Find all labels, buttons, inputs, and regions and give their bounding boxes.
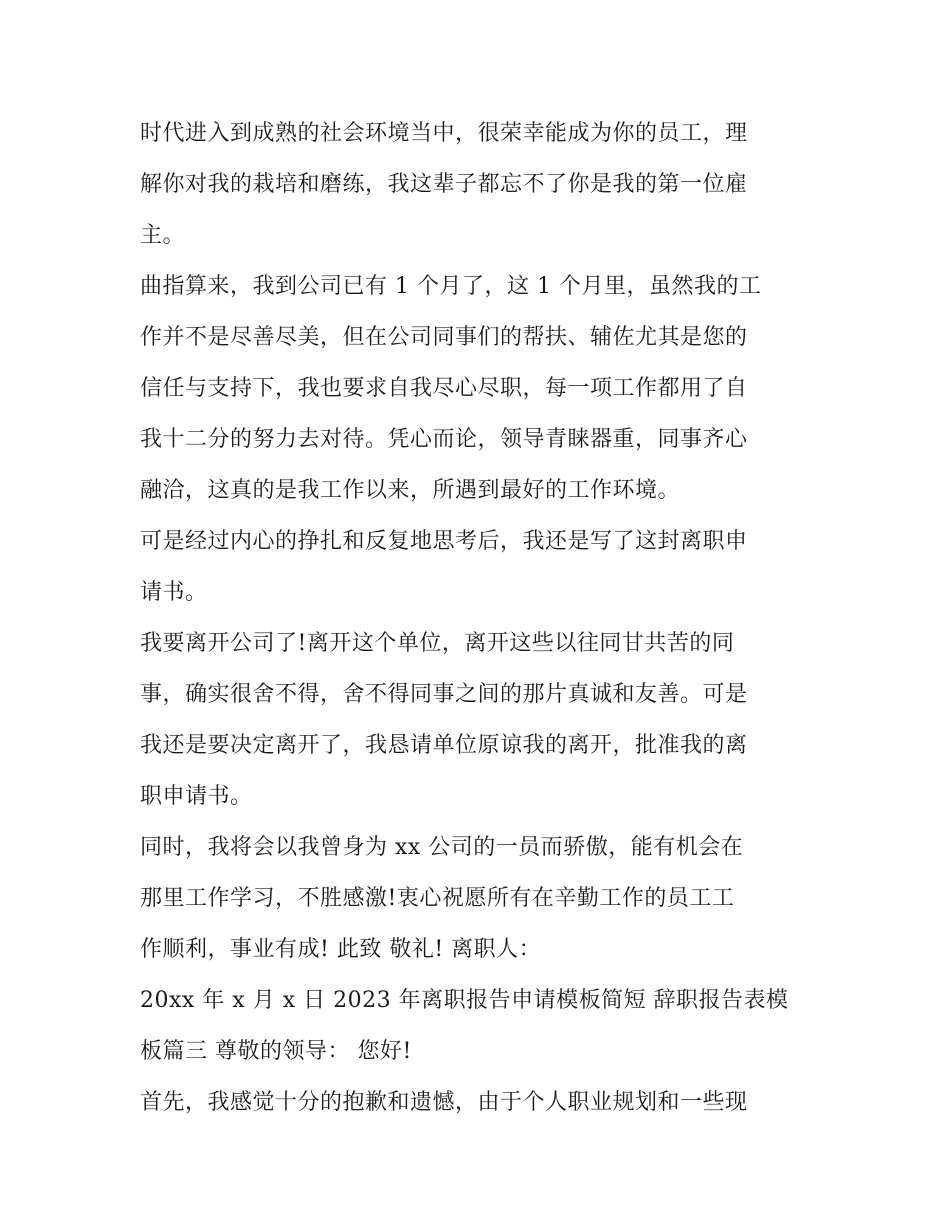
text-line: 融洽，这真的是我工作以来，所遇到最好的工作环境。 — [140, 478, 681, 503]
text-line: 时代进入到成熟的社会环境当中，很荣幸能成为你的员工，理 — [140, 121, 748, 146]
paragraph-apology — [140, 1077, 820, 1128]
text-line: 我十二分的努力去对待。凭心而论，领导青睐器重，同事齐心 — [140, 427, 748, 452]
paragraph-gratitude — [140, 108, 820, 261]
text-line: 信任与支持下，我也要求自我尽心尽职，每一项工作都用了自 — [140, 376, 748, 401]
text-line: 作并不是尽善尽美，但在公司同事们的帮扶、辅佐尤其是您的 — [140, 325, 748, 350]
text-line: 请书。 — [140, 580, 208, 605]
text-line: 那里工作学习，不胜感激!衷心祝愿所有在辛勤工作的员工工 — [140, 886, 735, 911]
text-line: 板篇三 尊敬的领导： 您好! — [140, 1039, 412, 1064]
text-line: 主。 — [140, 223, 186, 248]
text-line: 首先，我感觉十分的抱歉和遗憾，由于个人职业规划和一些现 — [140, 1090, 748, 1115]
text-line: 曲指算来，我到公司已有 1 个月了，这 1 个月里，虽然我的工 — [140, 274, 762, 299]
text-line: 事，确实很舍不得，舍不得同事之间的那片真诚和友善。可是 — [140, 682, 748, 707]
text-line: 解你对我的栽培和磨练，我这辈子都忘不了你是我的第一位雇 — [140, 172, 748, 197]
text-line: 职申请书。 — [140, 784, 253, 809]
text-line: 可是经过内心的挣扎和反复地思考后，我还是写了这封离职申 — [140, 529, 748, 554]
paragraph-work-review — [140, 261, 820, 516]
paragraph-date-heading — [140, 975, 820, 1077]
paragraph-leaving — [140, 618, 820, 822]
text-line: 我还是要决定离开了，我恳请单位原谅我的离开，批准我的离 — [140, 733, 748, 758]
text-line: 我要离开公司了!离开这个单位，离开这些以往同甘共苦的同 — [140, 631, 735, 656]
paragraph-closing — [140, 822, 820, 975]
text-line: 20xx 年 x 月 x 日 2023 年离职报告申请模板简短 辞职报告表模 — [140, 988, 789, 1013]
text-line: 作顺利，事业有成! 此致 敬礼! 离职人： — [140, 937, 542, 962]
paragraph-decision — [140, 516, 820, 618]
text-line: 同时，我将会以我曾身为 xx 公司的一员而骄傲，能有机会在 — [140, 835, 744, 860]
document-body — [140, 108, 820, 1128]
